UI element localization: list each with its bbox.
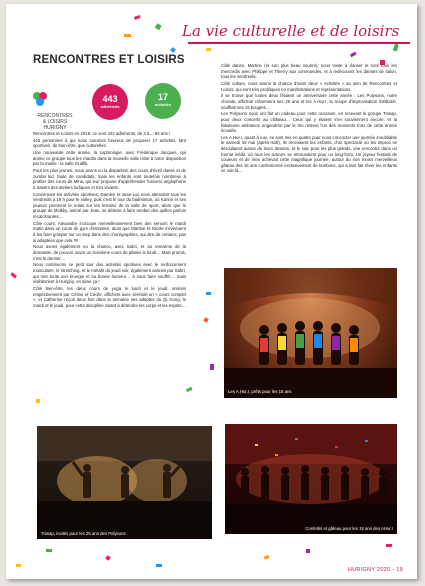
photo-triwap [37,426,212,539]
article-column-left [33,131,186,310]
paragraph: Côté bien-être, les deux cours de yoga le lundi et le jeudi, animés respectivement par Céline et Cécile, affichent avec sérénité un « cours complet », et Catherine reçoit deux fois dans la semaine ses adeptes du Qi Gong, le mardi et le jeudi, pour cette discipline visant à détendre les corps et les esprits… [33,285,186,308]
section-header [182,20,414,46]
confetti-piece [105,555,110,560]
paragraph: Les Polysons nous ont fait un cadeau pour cette occasion, en recevant le groupe Triwap, pour deux concerts au château… Ceux qui y étaient s'en souviennent encore, et la fabuleuse ambiance engendrée par le trio restera l'un des moments forts de cette année écoulée. [221,111,397,134]
confetti-piece [156,564,162,567]
photo-triwap-image [37,426,212,539]
confetti-piece [186,387,193,392]
activites-badge [145,83,181,119]
paragraph: 443 personnes à qui nous sommes heureux de proposer 17 activités, tant sportives, de bien-être, que culturelles. [33,137,186,149]
confetti-piece [170,47,176,53]
photo-gateau-image [225,424,397,534]
paragraph: Une nouveauté cette année, la sophrologie, avec Frédérique Jacques, qui anime ce groupe tous les mardis dans la nouvelle salle mise à notre disposition par la mairie : la salle Graffiti. [33,150,186,167]
logo-text [31,113,79,131]
photo-ahuri-group-image [224,268,397,398]
confetti-piece [264,555,270,560]
confetti-piece [155,23,162,30]
paragraph: Côté culture, nous avons la chance d'avoir deux « Activités » au sein de Rencontres et Loisirs, qui sont très prolifiques en manifestations et représentations. [221,80,397,92]
rencontres-loisirs-logo [31,90,79,131]
confetti-piece [350,52,357,58]
adherents-badge [92,84,128,120]
paragraph: Rencontres et Loisirs en 2019, ce sont 443 adhérents, de 3 à… 84 ans ! [33,131,171,136]
adherents-label: adhérents [100,104,120,109]
page-footer: HURIGNY 2020 - 19 [347,567,403,573]
confetti-piece [46,549,52,552]
activites-number: 17 [157,92,168,102]
photo-gateau [225,424,397,534]
confetti-piece [36,399,40,403]
header-title: La vie culturelle et de loisirs [182,22,400,40]
confetti-piece [206,48,211,51]
paragraph: Concernant les activités sportives, Damien et Jean-Luc vous attendent tous les vendredis à 19 h pour le volley, puis c'est le tour du badminton, où Karine et ses joueurs prennent le relais sur les terrains de la salle de sport, alors que le groupe de Molkky, animé par Jean, se délecte à faire tomber des quilles parfois récalcitrantes… [33,191,186,220]
photo-caption: Confettis et gâteau pour les 15 ans des AHur.I [305,526,393,531]
confetti-piece [134,15,141,20]
logo-mark-icon [31,90,49,108]
confetti-piece [124,34,131,37]
logo-line: HURIGNY [43,125,67,131]
confetti-piece [386,544,392,547]
photo-ahuri-group [224,268,397,398]
logo-line: RENCONTRES [37,113,73,119]
confetti-piece [203,317,208,322]
confetti-piece [306,549,310,553]
confetti-piece [210,364,214,370]
paragraph: Côté danse, Martine (et son plus beau sourire), nous invite à danser le rock tous les mercredis avec Philippe et Thierry aux commandes, et à redécouvrir les danses de salon, tous les vendredis. [221,63,397,80]
paragraph: Côté cours, Alexandre s'occupe merveilleusement bien des seniors le mardi matin dans un cours de gym d'entretien, alors que Martine et Nicole s'évertuent à les faire grimper sur un step dans des chorégraphies, qui dire de certains, pas si adaptées que cela !!!! [33,220,186,243]
confetti-piece [10,272,17,278]
paragraph: Les A.Hur.I, quant à eux, se sont mis en quatre pour nous concocter une journée inoubliable le samedi 18 mai (après-midi), ils recevaient les enfants, d'un spectacle où les impros se déroulaient autour de leurs dessins, et le soir, pour les plus grands, une rencontre dans un format inédit, où tous les acteurs se retrouvaient pour un long-form. Un joyeux festival de couleurs et de rires achevait cette magnifique journée, autour du non moins merveilleux gâteau des 15 ans confectionné exclusivement de bonbons, qui a tant fait rêver les enfants ce soir-là… [221,134,397,174]
article-column-right [221,63,397,175]
activites-label: activités [154,102,171,107]
adherents-number: 443 [102,94,118,104]
confetti-piece [206,292,211,295]
confetti-piece [16,564,21,567]
paragraph: Pour les plus jeunes, nous avons vu la disparition des cours d'éveil danse et de zumba kid, faute de candidats, mais les enfants sont toutefois nombreux à profiter des cours de Mina, qui leur propose d'appréhender l'univers anglophone à travers des ateliers ludiques et très vivants. [33,168,186,190]
photo-caption: Triwap, invités pour les 25 ans des Polysons [41,531,126,536]
article-title: RENCONTRES ET LOISIRS [33,54,185,66]
paragraph: Il se trouve que toutes deux fêtaient un anniversaire cette année : Les Polysons, notre chorale, affichait crânement ses 25 ans et les A.Hur.I, la troupe d'improvisation théâtrale, soufflait ses 15 bougies… [221,93,397,110]
logo-line: & LOISIRS [42,119,68,125]
header-underline [188,42,410,44]
page [6,4,417,579]
paragraph: Nous continuons ce petit tour des activités sportives avec le renforcement musculaire, le stretching, et le métafit du jeudi soir, également animés par Sabri, qui met toute son énergie et sa bonne humeur… à vous faire souffrir… mais visiblement à Hurigny, on aime ça ! [33,262,186,285]
paragraph: Nous avons également eu la chance, avec Sabri, et sa Vnnarme de la demande, de pouvoir ouvrir un troisième cours de pilates le lundi… Mais promis, c'est le dernier… [33,244,186,261]
photo-caption: Les A.Hur.I, prêts pour les 15 ans [228,389,292,394]
